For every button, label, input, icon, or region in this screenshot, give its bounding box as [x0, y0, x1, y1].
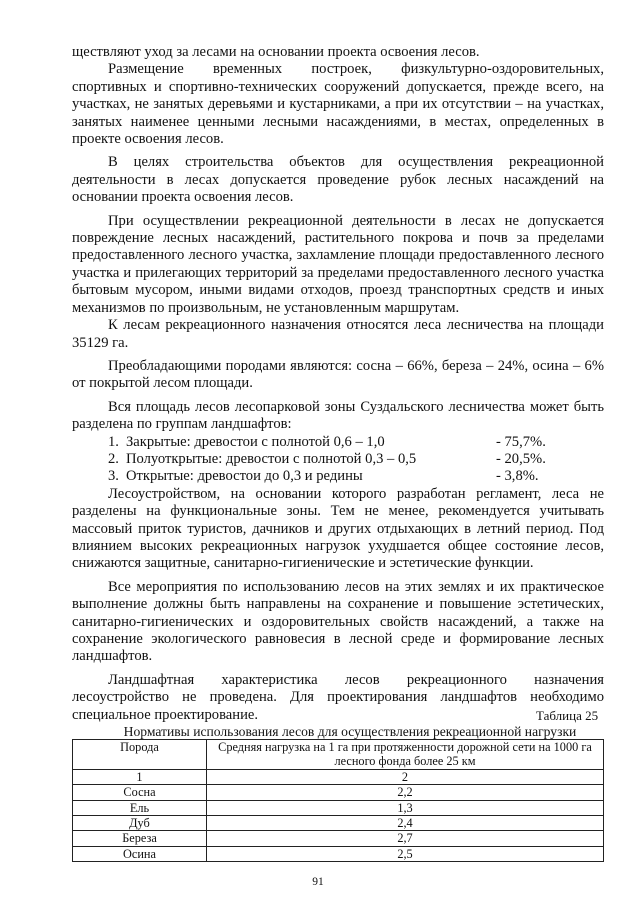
list-item-text: Закрытые: древостои с полнотой 0,6 – 1,0 [126, 433, 385, 450]
column-header-load: Средняя нагрузка на 1 га при протяженности дорожной сети на 1000 га лесного фонда более 25 км [207, 740, 604, 770]
list-item-value: - 75,7%. [496, 433, 546, 450]
species-cell: Дуб [73, 816, 207, 831]
list-item-number: 2. [108, 450, 119, 467]
paragraph: При осуществлении рекреационной деятельности в лесах не допускается повреждение лесных насаждений, растительного покрова и почв за пределами предоставленного лесного участка, захламление площади предоставленного лесного участка и прилегающих территорий за пределами предоставленного лесного участка бытовым мусором, иными видами отходов, проезд транспортных средств и иных механизмов по произвольным, не установленным маршрутам. [72, 212, 604, 316]
species-cell: Осина [73, 846, 207, 861]
table-row [73, 785, 604, 800]
load-cell: 2,5 [207, 846, 604, 861]
species-cell: Ель [73, 800, 207, 815]
list-item [72, 468, 604, 485]
load-cell: 2,7 [207, 831, 604, 846]
list-item-number: 1. [108, 433, 119, 450]
table-caption: Таблица 25 [536, 708, 599, 723]
paragraph: Вся площадь лесов лесопарковой зоны Суздальского лесничества может быть разделена по группам ландшафтов: [72, 398, 604, 433]
species-cell: Сосна [73, 785, 207, 800]
list-item-text: Полуоткрытые: древостои с полнотой 0,3 – 0,5 [126, 450, 417, 467]
table-numbering-row [73, 769, 604, 784]
list-item-number: 3. [108, 468, 119, 485]
species-cell: Береза [73, 831, 207, 846]
column-number: 2 [207, 769, 604, 784]
paragraph: Преобладающими породами являются: сосна – 66%, береза – 24%, осина – 6% от покрытой лесом площади. [72, 357, 604, 392]
list-item-value: - 20,5%. [496, 450, 546, 467]
paragraph: Все мероприятия по использованию лесов на этих землях и их практическое выполнение должны быть направлены на сохранение и повышение эстетических, санитарно-гигиенических и оздоровительных свойств насаждений, а также на сохранение экологического равновесия в лесной среде и формирование лесных ландшафтов. [72, 578, 604, 665]
load-cell: 2,2 [207, 785, 604, 800]
norms-table [72, 739, 604, 862]
load-cell: 2,4 [207, 816, 604, 831]
table-row [73, 800, 604, 815]
body-text [72, 44, 604, 724]
table-row [73, 831, 604, 846]
list-item-value: - 3,8%. [496, 468, 539, 485]
column-header-species: Порода [73, 740, 207, 770]
table-title: Нормативы использования лесов для осуществления рекреационной нагрузки [123, 724, 577, 739]
list-item [72, 434, 604, 451]
load-cell: 1,3 [207, 800, 604, 815]
paragraph: В целях строительства объектов для осуществления рекреационной деятельности в лесах допускается проведение рубок лесных насаждений на основании проекта освоения лесов. [72, 154, 604, 206]
page-number: 91 [312, 876, 324, 888]
table-header-row [73, 740, 604, 770]
table-row [73, 846, 604, 861]
table-row [73, 816, 604, 831]
paragraph: Размещение временных построек, физкультурно-оздоровительных, спортивных и спортивно-технических сооружений допускается, прежде всего, на участках, не занятых деревьями и кустарниками, а при их отсутствии – на участках, занятых наименее ценными лесными насаждениями, в местах, определенных в проекте освоения лесов. [72, 61, 604, 148]
paragraph: К лесам рекреационного назначения относятся леса лесничества на площади 35129 га. [72, 317, 604, 351]
list-item [72, 451, 604, 468]
list-item-text: Открытые: древостои до 0,3 и редины [126, 468, 363, 485]
paragraph: Ландшафтная характеристика лесов рекреационного назначения лесоустройство не проведена. Для проектирования ландшафтов необходимо специальное проектирование. [72, 671, 604, 723]
paragraph: Лесоустройством, на основании которого разработан регламент, леса не разделены на функциональные зоны. Тем не менее, рекомендуется учитывать массовый приток туристов, дачников и других отдыхающих в летний период. Под влиянием высоких рекреационных нагрузок ухудшается общее состояние лесов, снижаются защитные, санитарно-гигиенические и эстетические функции. [72, 485, 604, 572]
paragraph: ществляют уход за лесами на основании проекта освоения лесов. [72, 44, 480, 60]
landscape-list [72, 434, 604, 486]
column-number: 1 [73, 769, 207, 784]
